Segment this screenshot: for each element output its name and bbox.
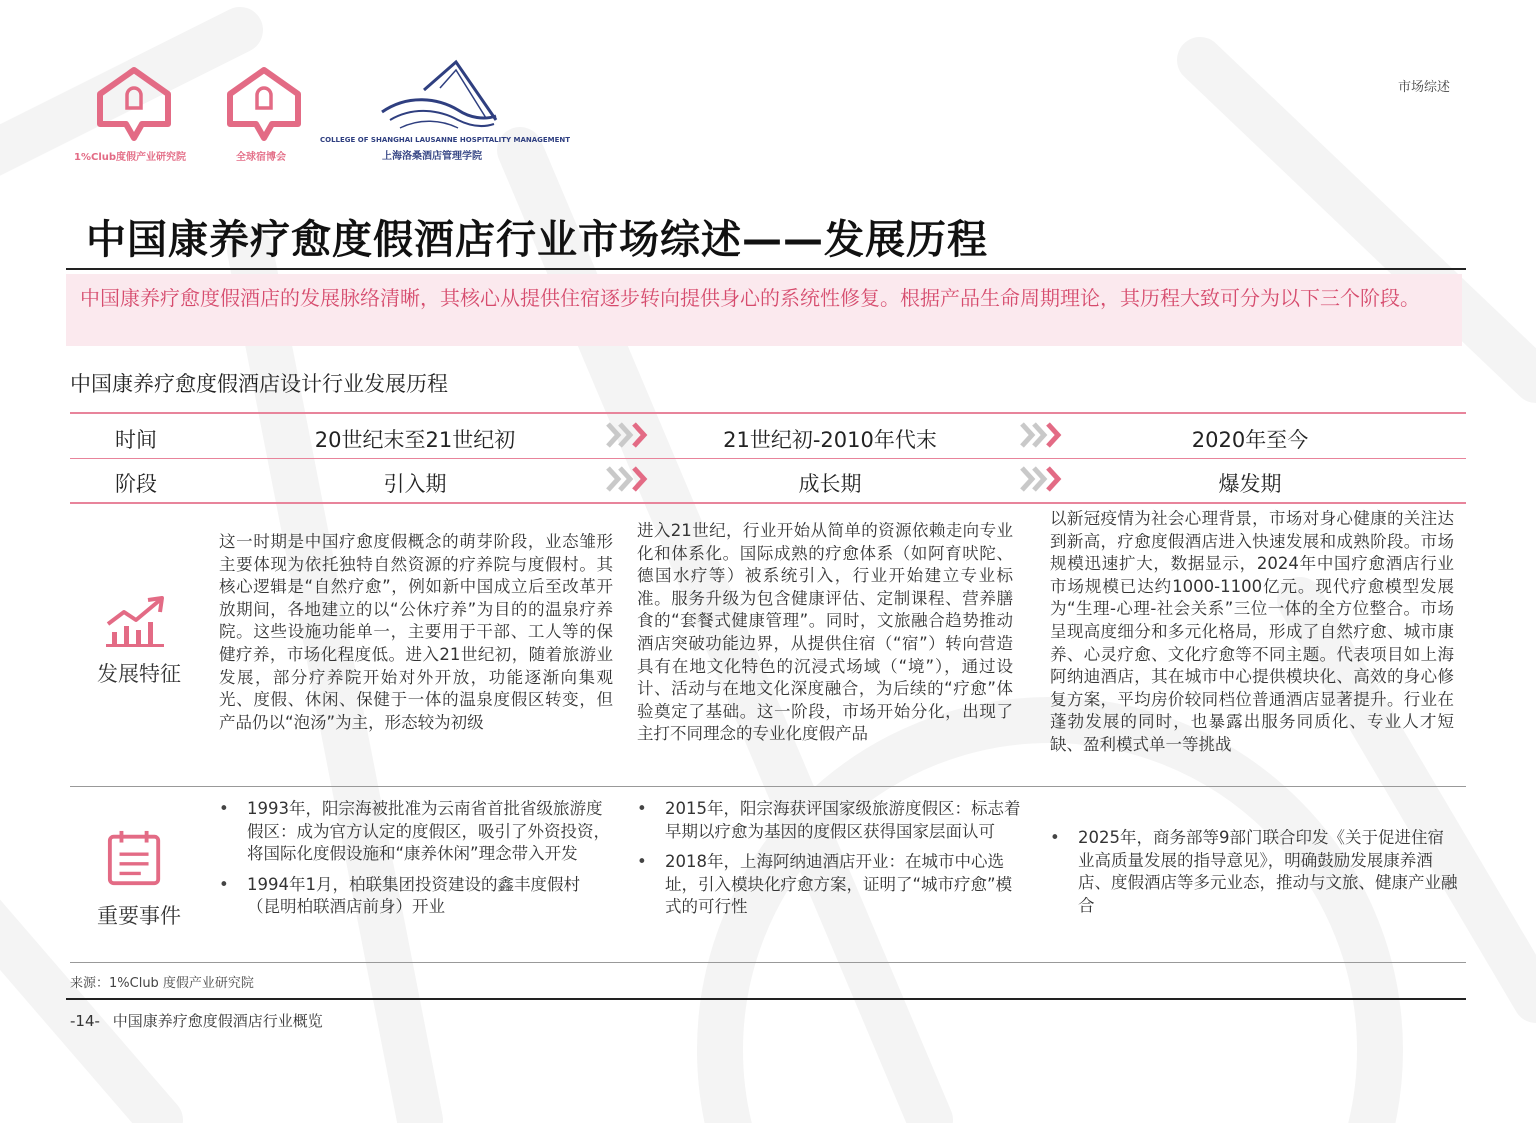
feature-text-2: 进入21世纪，行业开始从简单的资源依赖走向专业化和体系化。国际成熟的疗愈体系（如阿育吠陀、德国水疗等）被系统引入，行业开始建立专业标准。服务升级为包含健康评估、定制课程、营养膳食的“套餐式健康管理”。同时，文旅融合趋势推动酒店突破功能边界，从提供住宿（“宿”）转向营造具有在地文化特色的沉浸式场域（“境”），通过设计、活动与在地文化深度融合，为后续的“疗愈”体验奠定了基础。这一阶段，市场开始分化，出现了主打不同理念的专业化度假产品 — [637, 521, 1013, 744]
event-text: 1994年1月，柏联集团投资建设的鑫丰度假村（昆明柏联酒店前身）开业 — [247, 874, 580, 917]
list-item — [637, 851, 1027, 919]
time-label: 时间 — [115, 428, 157, 452]
page-title: 中国康养疗愈度假酒店行业市场综述——发展历程 — [86, 217, 988, 263]
events-list-1 — [219, 798, 611, 927]
list-item — [1050, 827, 1458, 917]
footer — [70, 1010, 323, 1031]
chevron-right-icon — [1020, 420, 1066, 450]
period-1: 20世纪末至21世纪初 — [314, 428, 516, 452]
logo-lausanne-cn: 上海洛桑酒店管理学院 — [382, 151, 482, 162]
table-title: 中国康养疗愈度假酒店设计行业发展历程 — [70, 372, 448, 396]
chevron-right-icon — [606, 464, 652, 494]
chevron-right-icon — [1020, 464, 1066, 494]
house-pin-icon — [226, 66, 302, 142]
event-text: 2025年，商务部等9部门联合印发《关于促进住宿业高质量发展的指导意见》，明确鼓励发展康养酒店、度假酒店等多元业态，推动与文旅、健康产业融合 — [1078, 828, 1458, 915]
bullet: • — [219, 874, 229, 894]
chevron-right-icon — [606, 420, 652, 450]
section-label: 市场综述 — [1397, 80, 1450, 95]
house-pin-icon — [96, 66, 172, 142]
bullet: • — [219, 799, 229, 818]
source-note: 来源：1%Club 度假产业研究院 — [70, 976, 254, 991]
list-item — [219, 798, 611, 866]
table-bottom-rule — [70, 962, 1466, 963]
bullet: • — [637, 799, 647, 818]
stage-2: 成长期 — [798, 472, 862, 496]
feature-text-1: 这一时期是中国疗愈度假概念的萌芽阶段，业态雏形主要体现为依托独特自然资源的疗养院与度假村。其核心逻辑是“自然疗愈”，例如新中国成立后至改革开放期间，各地建立的以“公休疗养”为目的的温泉疗养院。这些设施功能单一，主要用于干部、工人等的保健疗养，市场化程度低。进入21世纪初，随着旅游业发展，部分疗养院开始对外开放，功能逐渐向集观光、度假、休闲、保健于一体的温泉度假区转变，但产品仍以“泡汤”为主，形态较为初级 — [219, 532, 613, 732]
intro-text: 中国康养疗愈度假酒店的发展脉络清晰，其核心从提供住宿逐步转向提供身心的系统性修复。根据产品生命周期理论，其历程大致可分为以下三个阶段。 — [80, 286, 1420, 310]
event-text: 1993年，阳宗海被批准为云南省首批省级旅游度假区：成为官方认定的度假区，吸引了外资投资，将国际化度假设施和“康养休闲”理念带入开发 — [247, 799, 610, 864]
calendar-icon — [106, 828, 164, 888]
events-list-3 — [1050, 827, 1458, 925]
bullet: • — [637, 852, 647, 872]
features-divider — [70, 786, 1466, 787]
title-divider — [66, 268, 1466, 270]
logo-1pct-club-label: 1%Club度假产业研究院 — [74, 152, 187, 163]
list-item — [637, 798, 1027, 843]
event-text: 2015年，阳宗海获评国家级旅游度假区：标志着早期以疗愈为基因的度假区获得国家层面认可 — [665, 799, 1021, 841]
table-row-divider — [70, 458, 1466, 459]
events-label: 重要事件 — [97, 904, 181, 928]
footer-divider — [66, 998, 1466, 1000]
growth-chart-icon — [104, 594, 168, 650]
events-list-2 — [637, 798, 1027, 927]
mountain-wave-icon — [378, 58, 500, 134]
logo-1pct-club — [96, 66, 172, 142]
table-header-bottom-rule — [70, 502, 1466, 504]
list-item — [219, 874, 611, 919]
period-2: 21世纪初-2010年代末 — [723, 428, 937, 452]
logo-global-expo — [226, 66, 302, 142]
stage-3: 爆发期 — [1218, 472, 1282, 496]
stage-label: 阶段 — [115, 472, 157, 496]
features-label: 发展特征 — [97, 662, 181, 686]
stage-1: 引入期 — [383, 472, 447, 496]
logo-lausanne — [378, 58, 500, 134]
period-3: 2020年至今 — [1191, 428, 1309, 452]
feature-text-3: 以新冠疫情为社会心理背景，市场对身心健康的关注达到新高，疗愈度假酒店进入快速发展和成熟阶段。市场规模迅速扩大，数据显示，2024年中国疗愈酒店行业市场规模已达约1000-1100亿元。现代疗愈模型发展为“生理-心理-社会关系”三位一体的全方位整合。市场呈现高度细分和多元化格局，形成了自然疗愈、城市康养、心灵疗愈、文化疗愈等不同主题。代表项目如上海阿纳迪酒店，其在城市中心提供模块化、高效的身心修复方案，平均房价较同档位普通酒店显著提升。行业在蓬勃发展的同时，也暴露出服务同质化、专业人才短缺、盈利模式单一等挑战 — [1050, 509, 1454, 754]
bullet: • — [1050, 828, 1060, 847]
page-number: -14- — [70, 1012, 100, 1030]
logo-global-expo-label: 全球宿博会 — [236, 152, 286, 163]
logo-lausanne-en: COLLEGE OF SHANGHAI LAUSANNE HOSPITALITY MANAGEMENT — [320, 136, 571, 144]
footer-doc-title: 中国康养疗愈度假酒店行业概览 — [112, 1012, 323, 1030]
table-top-rule — [70, 412, 1466, 414]
intro-box — [66, 274, 1462, 346]
event-text: 2018年，上海阿纳迪酒店开业：在城市中心选址，引入模块化疗愈方案，证明了“城市疗愈”模式的可行性 — [665, 852, 1013, 917]
